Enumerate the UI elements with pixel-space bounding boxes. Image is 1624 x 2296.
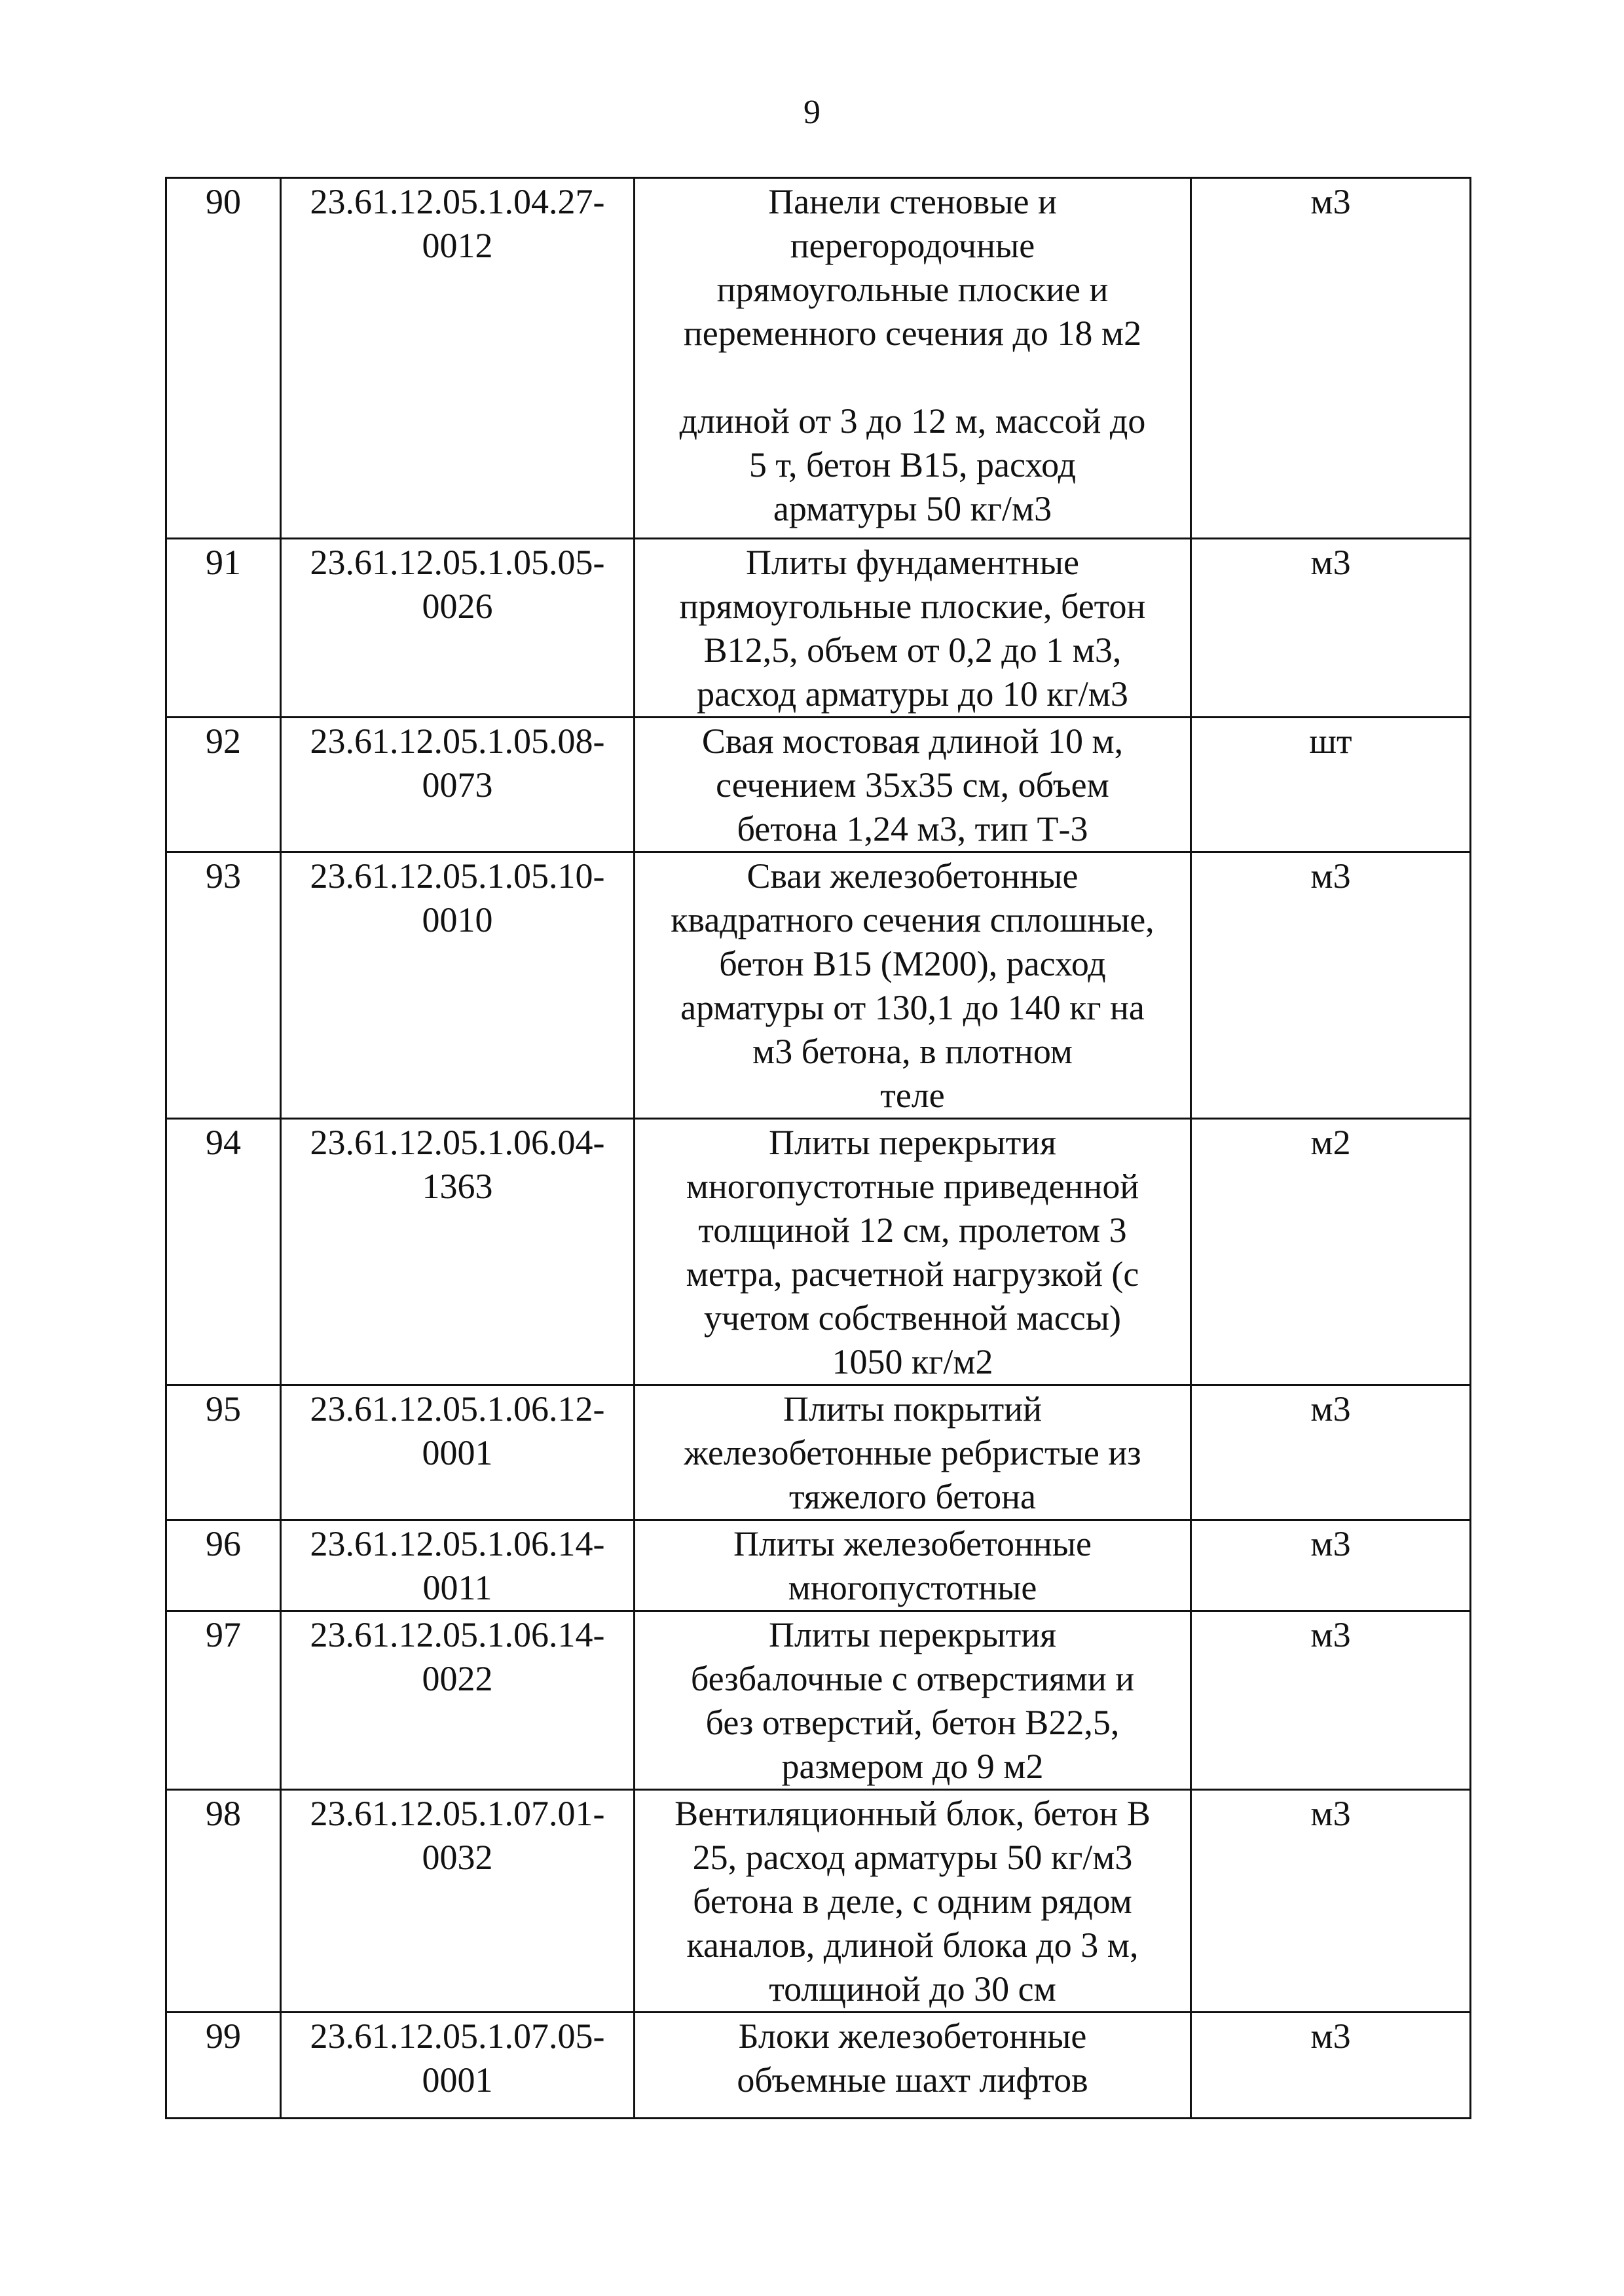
unit-cell [1191, 718, 1471, 852]
description-line: каналов, длиной блока до 3 м, [686, 1925, 1139, 1965]
description-line: прямоугольные плоские, бетон [679, 587, 1146, 626]
unit-cell [1191, 1119, 1471, 1385]
table-row [166, 1790, 1471, 2013]
description-line: бетона 1,24 м3, тип Т-3 [737, 809, 1088, 848]
code-line: 1363 [422, 1167, 493, 1206]
description-line: 25, расход арматуры 50 кг/м3 [692, 1838, 1133, 1877]
description-cell [635, 178, 1191, 539]
table-row [166, 539, 1471, 718]
description-line: Вентиляционный блок, бетон В [674, 1794, 1151, 1833]
description-line: метра, расчетной нагрузкой (с [686, 1254, 1139, 1294]
code-cell [281, 852, 635, 1119]
table-row [166, 2013, 1471, 2119]
code-line: 23.61.12.05.1.05.08- [310, 721, 605, 761]
description-line: учетом собственной массы) [704, 1298, 1121, 1338]
code-line: 23.61.12.05.1.05.05- [310, 543, 605, 582]
description-line: теле [880, 1076, 945, 1115]
description-line: Плиты перекрытия [769, 1615, 1056, 1654]
code-line: 0022 [422, 1659, 493, 1698]
description-line: бетон В15 (М200), расход [719, 944, 1106, 983]
row-number-cell [166, 2013, 281, 2119]
description-cell [635, 852, 1191, 1119]
unit-value: м3 [1310, 2016, 1351, 2056]
description-line: 1050 кг/м2 [832, 1342, 993, 1381]
table-row [166, 718, 1471, 852]
row-number-cell [166, 1790, 281, 2013]
description-line: без отверстий, бетон В22,5, [705, 1703, 1120, 1742]
description-line: Свая мостовая длиной 10 м, [701, 721, 1124, 761]
description-line: размером до 9 м2 [781, 1747, 1044, 1786]
row-number: 98 [206, 1794, 241, 1833]
unit-cell [1191, 1385, 1471, 1520]
description-line: объемные шахт лифтов [737, 2060, 1088, 2100]
description-line: многопустотные [788, 1568, 1037, 1607]
code-cell [281, 1611, 635, 1790]
code-cell [281, 718, 635, 852]
description-line: безбалочные с отверстиями и [690, 1659, 1135, 1698]
description-line: Плиты фундаментные [746, 543, 1079, 582]
description-cell [635, 2013, 1191, 2119]
table-row [166, 1520, 1471, 1611]
description-line: В12,5, объем от 0,2 до 1 м3, [703, 630, 1122, 670]
description-cell [635, 1520, 1191, 1611]
unit-value: м3 [1310, 1389, 1351, 1429]
code-cell [281, 1385, 635, 1520]
unit-value: м3 [1310, 543, 1351, 582]
description-line: Плиты железобетонные [733, 1524, 1092, 1563]
unit-cell [1191, 2013, 1471, 2119]
description-line: тяжелого бетона [788, 1477, 1037, 1516]
code-line: 0001 [422, 1433, 493, 1472]
description-line: Плиты перекрытия [769, 1123, 1056, 1162]
description-line: квадратного сечения сплошные, [671, 900, 1154, 939]
code-line: 0012 [422, 226, 493, 265]
row-number: 94 [206, 1123, 241, 1162]
description-line: перегородочные [790, 226, 1035, 265]
code-cell [281, 2013, 635, 2119]
description-cell [635, 718, 1191, 852]
unit-cell [1191, 539, 1471, 718]
description-line: прямоугольные плоские и [716, 270, 1109, 309]
description-line: железобетонные ребристые из [684, 1433, 1141, 1472]
code-line: 0032 [422, 1838, 493, 1877]
row-number: 95 [206, 1389, 241, 1429]
code-line: 0001 [422, 2060, 493, 2100]
unit-value: м3 [1310, 856, 1351, 896]
unit-value: м3 [1310, 1794, 1351, 1833]
row-number: 91 [206, 543, 241, 582]
row-number-cell [166, 178, 281, 539]
description-line: Плиты покрытий [783, 1389, 1043, 1429]
description-cell [635, 1119, 1191, 1385]
code-cell [281, 1119, 635, 1385]
description-line: м3 бетона, в плотном [752, 1032, 1073, 1071]
unit-value: м3 [1310, 1524, 1351, 1563]
code-line: 0073 [422, 765, 493, 805]
unit-value: м3 [1310, 182, 1351, 221]
code-cell [281, 1520, 635, 1611]
description-line: переменного сечения до 18 м2 [683, 314, 1142, 353]
description-line: бетона в деле, с одним рядом [693, 1882, 1132, 1921]
table-row [166, 178, 1471, 539]
description-line: арматуры от 130,1 до 140 кг на [680, 988, 1145, 1027]
code-line: 23.61.12.05.1.05.10- [310, 856, 605, 896]
row-number-cell [166, 852, 281, 1119]
unit-cell [1191, 852, 1471, 1119]
row-number: 96 [206, 1524, 241, 1563]
description-line: длиной от 3 до 12 м, массой до [679, 401, 1146, 441]
code-cell [281, 539, 635, 718]
description-cell [635, 1790, 1191, 2013]
description-line: толщиной до 30 см [769, 1969, 1056, 2009]
materials-table-body [166, 178, 1471, 2119]
table-row [166, 1611, 1471, 1790]
code-line: 23.61.12.05.1.04.27- [310, 182, 605, 221]
page-number: 9 [803, 94, 821, 131]
code-line: 23.61.12.05.1.06.12- [310, 1389, 605, 1429]
unit-value: м2 [1310, 1123, 1351, 1162]
description-line: арматуры 50 кг/м3 [773, 489, 1052, 528]
row-number: 99 [206, 2016, 241, 2056]
code-line: 23.61.12.05.1.06.14- [310, 1524, 605, 1563]
code-line: 0010 [422, 900, 493, 939]
unit-value: шт [1309, 721, 1352, 761]
code-line: 23.61.12.05.1.07.01- [310, 1794, 605, 1833]
row-number-cell [166, 539, 281, 718]
description-spacer [639, 355, 1186, 399]
unit-cell [1191, 1520, 1471, 1611]
code-cell [281, 1790, 635, 2013]
row-number: 92 [206, 721, 241, 761]
row-number-cell [166, 1385, 281, 1520]
materials-table [165, 177, 1471, 2119]
unit-cell [1191, 1611, 1471, 1790]
code-line: 0011 [422, 1568, 492, 1607]
description-cell [635, 539, 1191, 718]
description-line: Панели стеновые и [768, 182, 1057, 221]
code-cell [281, 178, 635, 539]
code-line: 23.61.12.05.1.07.05- [310, 2016, 605, 2056]
unit-cell [1191, 1790, 1471, 2013]
description-line: Блоки железобетонные [738, 2016, 1087, 2056]
description-line: расход арматуры до 10 кг/м3 [697, 674, 1128, 714]
row-number-cell [166, 1520, 281, 1611]
description-cell [635, 1385, 1191, 1520]
row-number-cell [166, 718, 281, 852]
description-line: 5 т, бетон В15, расход [748, 445, 1077, 484]
description-line: сечением 35х35 см, объем [716, 765, 1109, 805]
unit-value: м3 [1310, 1615, 1351, 1654]
description-cell [635, 1611, 1191, 1790]
table-row [166, 1119, 1471, 1385]
row-number: 97 [206, 1615, 241, 1654]
unit-cell [1191, 178, 1471, 539]
code-line: 23.61.12.05.1.06.14- [310, 1615, 605, 1654]
table-row [166, 852, 1471, 1119]
row-number: 90 [206, 182, 241, 221]
row-number-cell [166, 1119, 281, 1385]
description-line: многопустотные приведенной [686, 1167, 1139, 1206]
row-number-cell [166, 1611, 281, 1790]
code-line: 0026 [422, 587, 493, 626]
description-line: толщиной 12 см, пролетом 3 [698, 1211, 1127, 1250]
description-line: Сваи железобетонные [747, 856, 1079, 896]
row-number: 93 [206, 856, 241, 896]
code-line: 23.61.12.05.1.06.04- [310, 1123, 605, 1162]
table-row [166, 1385, 1471, 1520]
